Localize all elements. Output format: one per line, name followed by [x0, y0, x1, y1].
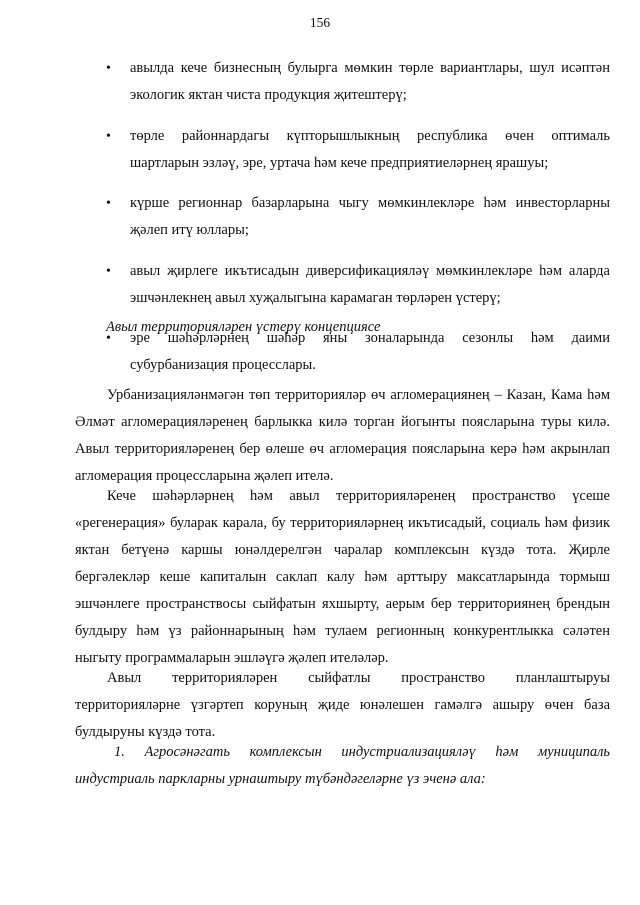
bullet-text: күрше регионнар базарларына чыгу мөмкинлекләре һәм инвесторларны җәлеп итү юллары;	[130, 195, 610, 238]
list-item	[106, 123, 610, 177]
bullet-text: эре шәһәрләрнең шәһәр яны зоналарында сезонлы һәм даими субурбанизация процесслары.	[130, 330, 610, 373]
bullet-text: авылда кече бизнесның булырга мөмкин төрле вариантлары, шул исәптән экологик яктан чиста продукция җитештерү;	[130, 60, 610, 103]
bullet-icon: •	[106, 196, 111, 211]
paragraph: Авыл территорияләрен сыйфатлы пространство планлаштыруы территорияләрне үзгәртеп коруның җиде юнәлешен гамәлгә ашыру өчен база булдыруны күздә тота.	[75, 670, 610, 740]
bullet-icon: •	[106, 263, 111, 279]
bullet-text: авыл җирлеге икътисадын диверсификацияләү мөмкинлекләре һәм аларда эшчәнлекнең авыл хуҗалыгына карамаган төрләрен үстерү;	[130, 262, 610, 306]
page-number: 156	[309, 15, 331, 30]
bullet-list	[106, 55, 610, 393]
list-item	[106, 55, 610, 109]
paragraph: Кече шәһәрләрнең һәм авыл территорияләренең пространство үсеше «регенерация» буларак карала, бу территорияләрнең икътисадый, социаль һәм физик яктан бетүенә каршы юнәлдерелгән чаралар комплексын күздә тота. Җирле бергәлекләр кеше капиталын саклап калу һәм арттыру максатларында тормыш эшчәнлеге пространствосы сыйфатын яхшырту, аерым бер территориянең брендын булдыру һәм үз районнарының һәм тулаем регионның конкурентлыкка сәләтен ныгыту программаларын эшләүгә җәлеп ителәләр.	[75, 488, 610, 666]
paragraph: Урбанизацияләнмәгән төп территорияләр өч агломерациянең – Казан, Кама һәм Әлмәт агломерацияләренең барлыкка килә торган йогынты поясларына туры килә. Авыл территорияләренең бер өлеше өч агломерация поясларына керә һәм акрынлап агломерация процессларына җәлеп ителә.	[75, 387, 610, 484]
bullet-icon: •	[106, 128, 111, 144]
bullet-icon: •	[106, 331, 111, 346]
bullet-text: төрле районнардагы күпторышлыкның республика өчен оптималь шартларын эзләү, эре, уртача һәм кече предприятиеләрнең ярашуы;	[130, 127, 610, 171]
list-item	[106, 258, 610, 312]
list-item	[106, 190, 610, 244]
numbered-item: 1. Агросәнәгать комплексын индустриализацияләү һәм муниципаль индустриаль паркларны урнаштыру түбәндәгеләрне үз эченә ала:	[75, 744, 610, 787]
bullet-icon: •	[106, 61, 111, 76]
section-heading: Авыл территорияләрен үстерү концепциясе	[106, 319, 381, 335]
